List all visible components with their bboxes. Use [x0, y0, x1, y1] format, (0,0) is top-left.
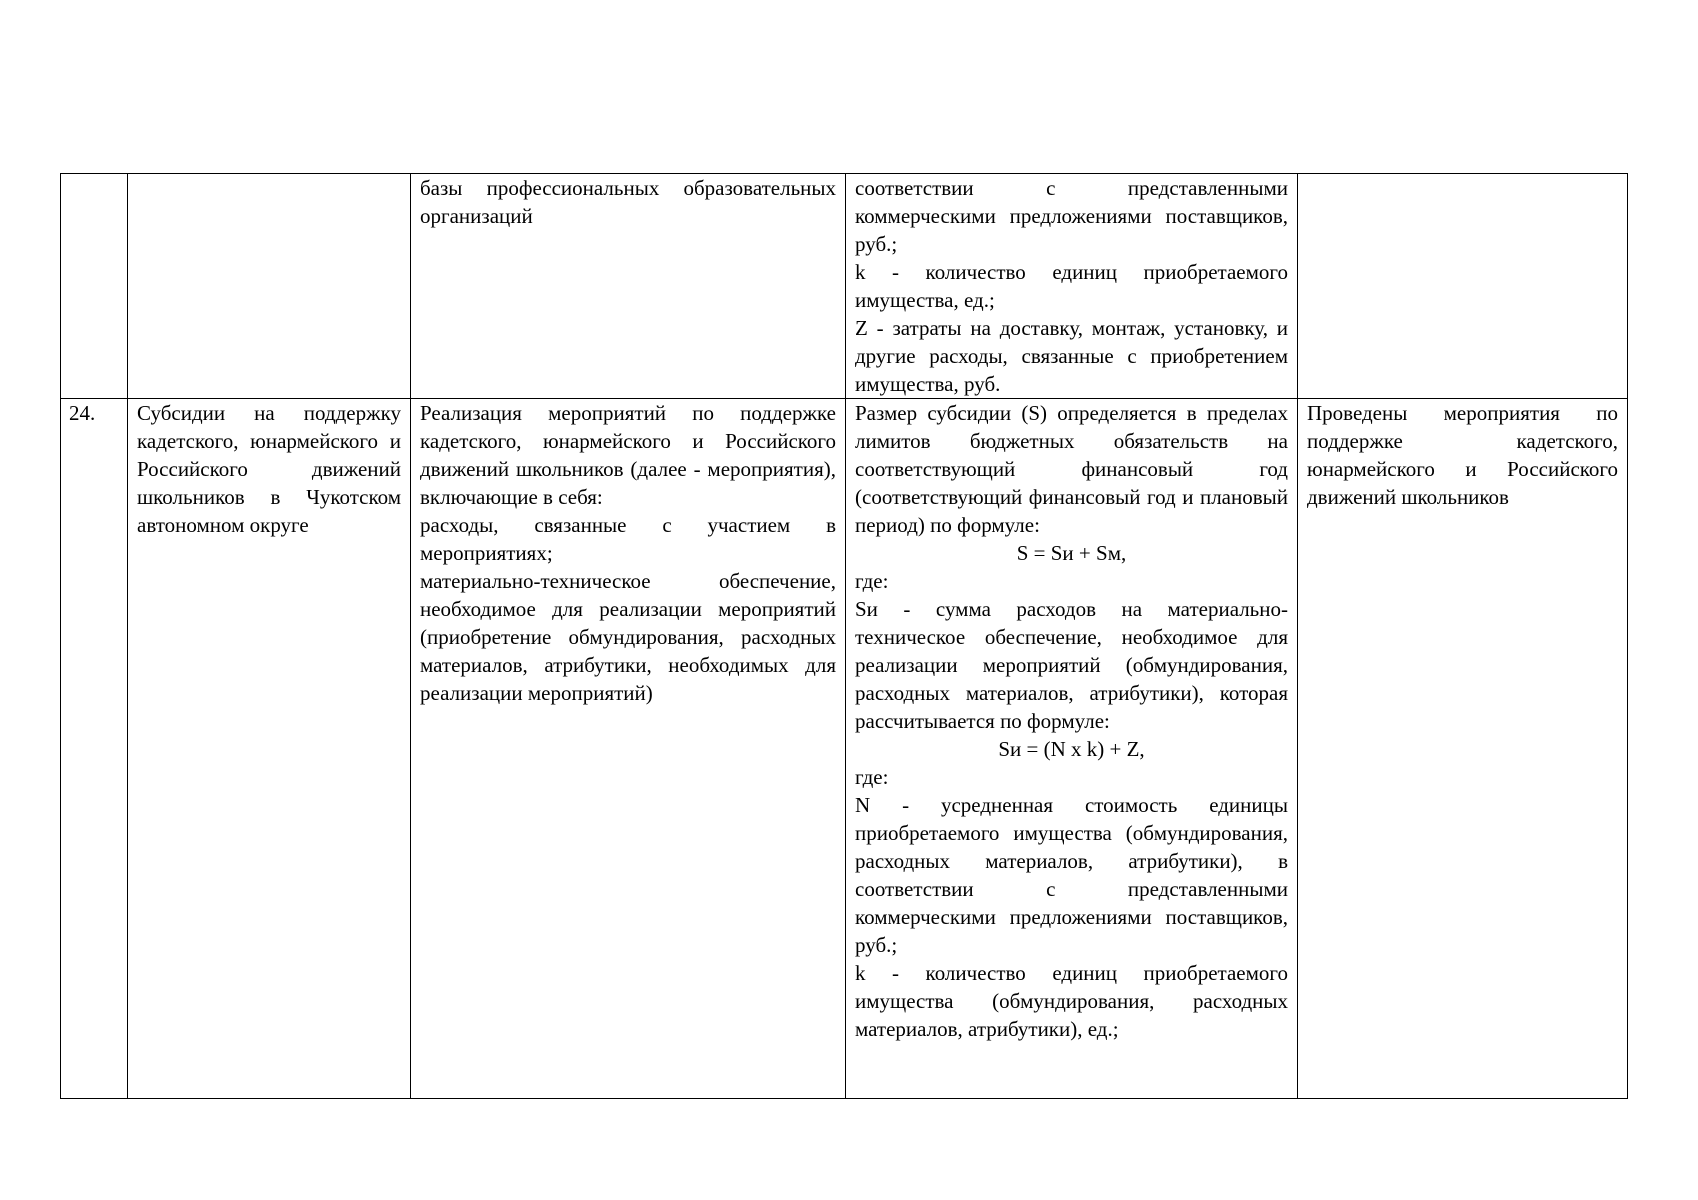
subsidy-name-cell: [128, 399, 411, 1099]
where-label: где:: [855, 569, 889, 593]
row-number-cell: [61, 174, 128, 399]
calculation-cell: [846, 174, 1298, 399]
row-number-cell: [61, 399, 128, 1099]
purpose-paragraph: расходы, связанные с участием в мероприятиях;: [420, 513, 836, 565]
subsidy-name: Субсидии на поддержку кадетского, юнармейского и Российского движений школьников в Чукотском автономном округе: [137, 401, 401, 537]
formula-equipment: Sи = (N x k) + Z,: [998, 737, 1145, 761]
calculation-paragraph: N - усредненная стоимость единицы приобретаемого имущества (обмундирования, расходных материалов, атрибутики), в соответствии с представленными коммерческими предложениями поставщиков, руб.;: [855, 793, 1288, 957]
purpose-paragraph: базы профессиональных образовательных организаций: [420, 176, 836, 228]
calculation-paragraph: Sи - сумма расходов на материально-техническое обеспечение, необходимое для реализации мероприятий (обмундирования, расходных материалов, атрибутики), которая рассчитывается по формуле:: [855, 597, 1288, 733]
calculation-cell: [846, 399, 1298, 1099]
result-cell: [1298, 399, 1628, 1099]
purpose-paragraph: Реализация мероприятий по поддержке кадетского, юнармейского и Российского движений школьников (далее - мероприятия), включающие в себя:: [420, 401, 836, 509]
result-text: Проведены мероприятия по поддержке кадетского, юнармейского и Российского движений школьников: [1307, 401, 1618, 509]
purpose-paragraph: материально-техническое обеспечение, необходимое для реализации мероприятий (приобретение обмундирования, расходных материалов, атрибутики, необходимых для реализации мероприятий): [420, 569, 836, 705]
purpose-cell: [411, 174, 846, 399]
result-cell: [1298, 174, 1628, 399]
document-table: [60, 173, 1628, 1099]
calculation-paragraph: Z - затраты на доставку, монтаж, установку, и другие расходы, связанные с приобретением имущества, руб.: [855, 316, 1288, 396]
formula-total: S = Sи + Sм,: [1016, 541, 1127, 565]
purpose-cell: [411, 399, 846, 1099]
row-number: 24.: [69, 401, 96, 425]
calculation-paragraph: Размер субсидии (S) определяется в пределах лимитов бюджетных обязательств на соответствующий финансовый год (соответствующий финансовый год и плановый период) по формуле:: [855, 401, 1288, 537]
where-label: где:: [855, 765, 889, 789]
calculation-paragraph: k - количество единиц приобретаемого имущества (обмундирования, расходных материалов, атрибутики), ед.;: [855, 961, 1288, 1041]
table-row-continuation: [61, 174, 1628, 399]
calculation-paragraph: k - количество единиц приобретаемого имущества, ед.;: [855, 260, 1288, 312]
calculation-paragraph: соответствии с представленными коммерческими предложениями поставщиков, руб.;: [855, 176, 1288, 256]
subsidy-name-cell: [128, 174, 411, 399]
table-row-24: [61, 399, 1628, 1099]
